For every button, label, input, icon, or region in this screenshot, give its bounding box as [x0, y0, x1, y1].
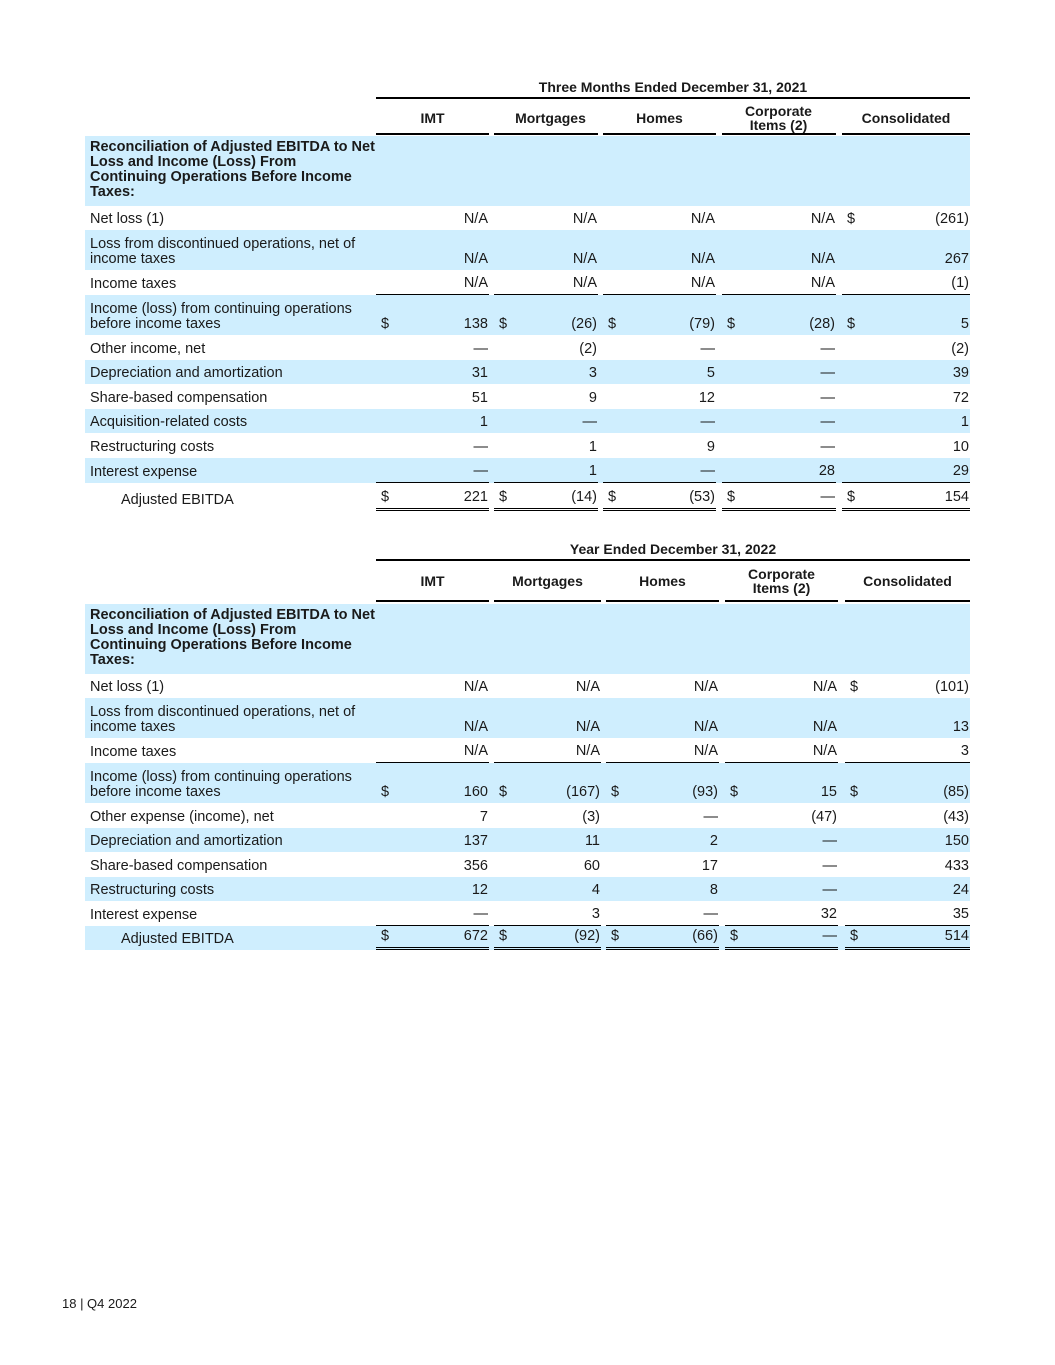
cell: 31	[471, 365, 488, 381]
row-label: Adjusted EBITDA	[121, 492, 234, 508]
cell: (43)	[943, 809, 969, 825]
cell: 433	[944, 858, 969, 874]
row-label: Loss from discontinued operations, net of income taxes	[90, 236, 356, 267]
cell: N/A	[603, 269, 716, 295]
period-title: Year Ended December 31, 2022	[569, 541, 777, 557]
cell: $ 5	[847, 316, 969, 332]
cell: —	[822, 882, 837, 898]
cell: 150	[944, 833, 969, 849]
section-label: Reconciliation of Adjusted EBITDA to Net Loss and Income (Loss) From Continuing Operations Before Income Taxes:	[90, 139, 375, 200]
col-header-consolidated: Consolidated	[863, 573, 952, 589]
cell: $ (28)	[727, 316, 835, 332]
cell: N/A	[494, 269, 598, 295]
table-row-total	[85, 483, 970, 511]
table-row	[85, 698, 970, 738]
col-rule	[494, 600, 601, 602]
cell: $ (53)	[603, 480, 716, 511]
cell: N/A	[376, 737, 489, 763]
table-row-total	[85, 926, 970, 950]
cell: $ 672	[376, 923, 489, 950]
cell: —	[376, 900, 489, 926]
cell: —	[606, 900, 719, 926]
col-rule	[845, 600, 970, 602]
cell: 12	[471, 882, 488, 898]
cell: 2	[709, 833, 718, 849]
cell: —	[603, 457, 716, 483]
col-rule	[606, 600, 719, 602]
cell: 39	[952, 365, 969, 381]
cell: (1)	[842, 269, 970, 295]
cell: —	[822, 858, 837, 874]
col-rule	[494, 133, 598, 135]
cell: —	[820, 439, 835, 455]
table-row	[85, 295, 970, 335]
cell: $ (79)	[608, 316, 715, 332]
page-footer: 18 | Q4 2022	[62, 1296, 137, 1311]
col-header-homes: Homes	[636, 110, 683, 126]
cell: $ 138	[381, 316, 488, 332]
table-row	[85, 828, 970, 852]
table-row	[85, 852, 970, 877]
period-rule	[376, 559, 970, 561]
cell: $ 154	[842, 480, 970, 511]
cell: 32	[725, 900, 838, 926]
cell: 3	[494, 900, 601, 926]
cell: N/A	[812, 679, 837, 695]
col-rule	[725, 600, 838, 602]
cell: —	[820, 414, 835, 430]
cell: —	[700, 414, 715, 430]
cell: —	[700, 341, 715, 357]
cell: $ (14)	[494, 480, 598, 511]
row-label: Share-based compensation	[90, 390, 268, 406]
cell: N/A	[494, 737, 601, 763]
col-rule	[722, 133, 836, 135]
table-row	[85, 230, 970, 270]
cell: 28	[722, 457, 836, 483]
cell: 12	[698, 390, 715, 406]
cell: 9	[588, 390, 597, 406]
cell: —	[820, 365, 835, 381]
cell: N/A	[606, 737, 719, 763]
cell: (2)	[951, 341, 969, 357]
table-row	[85, 409, 970, 433]
cell: 267	[944, 251, 969, 267]
cell: $ —	[725, 923, 838, 950]
cell: N/A	[725, 737, 838, 763]
table-row	[85, 763, 970, 803]
col-header-imt: IMT	[420, 110, 445, 126]
row-label: Share-based compensation	[90, 858, 268, 874]
cell: 1	[960, 414, 969, 430]
cell: (3)	[582, 809, 600, 825]
col-rule	[376, 133, 489, 135]
cell: 137	[463, 833, 488, 849]
col-rule	[603, 133, 716, 135]
cell: —	[473, 439, 488, 455]
col-rule	[376, 600, 489, 602]
cell: 35	[845, 900, 970, 926]
period-rule	[376, 97, 970, 99]
cell: 13	[952, 719, 969, 735]
row-label: Net loss (1)	[90, 211, 165, 227]
cell: —	[582, 414, 597, 430]
row-label: Interest expense	[90, 907, 198, 923]
row-label: Depreciation and amortization	[90, 833, 283, 849]
cell: —	[820, 341, 835, 357]
cell: N/A	[575, 679, 600, 695]
cell: $ (66)	[606, 923, 719, 950]
cell: N/A	[572, 211, 597, 227]
col-header-corporate: Corporate Items (2)	[748, 566, 815, 596]
cell: 1	[588, 439, 597, 455]
cell: —	[376, 457, 489, 483]
cell: N/A	[810, 251, 835, 267]
cell: N/A	[463, 211, 488, 227]
row-label: Adjusted EBITDA	[121, 931, 234, 947]
cell: N/A	[463, 679, 488, 695]
col-header-consolidated: Consolidated	[861, 110, 951, 126]
cell: 51	[471, 390, 488, 406]
cell: N/A	[463, 251, 488, 267]
cell: $ (93)	[611, 784, 718, 800]
table-row	[85, 877, 970, 901]
row-label: Income taxes	[90, 276, 177, 292]
row-label: Acquisition-related costs	[90, 414, 248, 430]
cell: 7	[479, 809, 488, 825]
table-row	[85, 803, 970, 828]
row-label: Depreciation and amortization	[90, 365, 283, 381]
cell: 24	[952, 882, 969, 898]
cell: 10	[952, 439, 969, 455]
section-label: Reconciliation of Adjusted EBITDA to Net Loss and Income (Loss) From Continuing Operations Before Income Taxes:	[90, 607, 375, 668]
cell: —	[820, 390, 835, 406]
cell: 5	[706, 365, 715, 381]
period-title: Three Months Ended December 31, 2021	[538, 79, 808, 95]
cell: $ (101)	[850, 679, 969, 695]
row-label: Net loss (1)	[90, 679, 165, 695]
cell: $ (92)	[494, 923, 601, 950]
cell: —	[473, 341, 488, 357]
cell: 3	[588, 365, 597, 381]
cell: $ 221	[376, 480, 489, 511]
cell: $ (261)	[847, 211, 969, 227]
table-row	[85, 433, 970, 458]
cell: 3	[845, 737, 970, 763]
cell: N/A	[693, 679, 718, 695]
col-header-mortgages: Mortgages	[515, 110, 586, 126]
cell: —	[822, 833, 837, 849]
row-label: Restructuring costs	[90, 439, 215, 455]
table-row	[85, 738, 970, 763]
cell: 11	[584, 833, 600, 849]
cell: N/A	[810, 211, 835, 227]
row-label: Restructuring costs	[90, 882, 215, 898]
cell: $ 15	[730, 784, 837, 800]
cell: 356	[463, 858, 488, 874]
col-rule	[842, 133, 970, 135]
col-header-homes: Homes	[639, 573, 686, 589]
table-row	[85, 360, 970, 384]
cell: 4	[591, 882, 600, 898]
cell: $ 514	[845, 923, 970, 950]
cell: 1	[479, 414, 488, 430]
cell: —	[703, 809, 718, 825]
table-row	[85, 384, 970, 409]
cell: N/A	[693, 719, 718, 735]
cell: N/A	[376, 269, 489, 295]
cell: N/A	[572, 251, 597, 267]
row-label: Other expense (income), net	[90, 809, 274, 825]
table-row	[85, 206, 970, 230]
row-label: Income taxes	[90, 744, 177, 760]
cell: N/A	[722, 269, 836, 295]
table-row	[85, 270, 970, 295]
table-row	[85, 674, 970, 698]
cell: 8	[709, 882, 718, 898]
cell: 72	[952, 390, 969, 406]
section-header-row	[85, 136, 970, 206]
cell: $ 160	[381, 784, 488, 800]
row-label: Loss from discontinued operations, net of income taxes	[90, 704, 356, 735]
row-label: Other income, net	[90, 341, 206, 357]
cell: $ (26)	[499, 316, 597, 332]
cell: (47)	[811, 809, 837, 825]
cell: 9	[706, 439, 715, 455]
col-header-mortgages: Mortgages	[512, 573, 583, 589]
row-label: Income (loss) from continuing operations before income taxes	[90, 769, 352, 800]
cell: 17	[701, 858, 718, 874]
cell: N/A	[463, 719, 488, 735]
cell: 1	[494, 457, 598, 483]
row-label: Interest expense	[90, 464, 198, 480]
cell: N/A	[690, 251, 715, 267]
table-row	[85, 335, 970, 360]
col-header-corporate: Corporate Items (2)	[745, 103, 812, 133]
cell: $ (167)	[499, 784, 600, 800]
cell: N/A	[812, 719, 837, 735]
col-header-imt: IMT	[420, 573, 445, 589]
cell: 29	[842, 457, 970, 483]
section-header-row	[85, 604, 970, 674]
cell: (2)	[579, 341, 597, 357]
cell: N/A	[575, 719, 600, 735]
cell: 60	[583, 858, 600, 874]
cell: N/A	[690, 211, 715, 227]
cell: $ (85)	[850, 784, 969, 800]
cell: $ —	[722, 480, 836, 511]
row-label: Income (loss) from continuing operations before income taxes	[90, 301, 352, 332]
